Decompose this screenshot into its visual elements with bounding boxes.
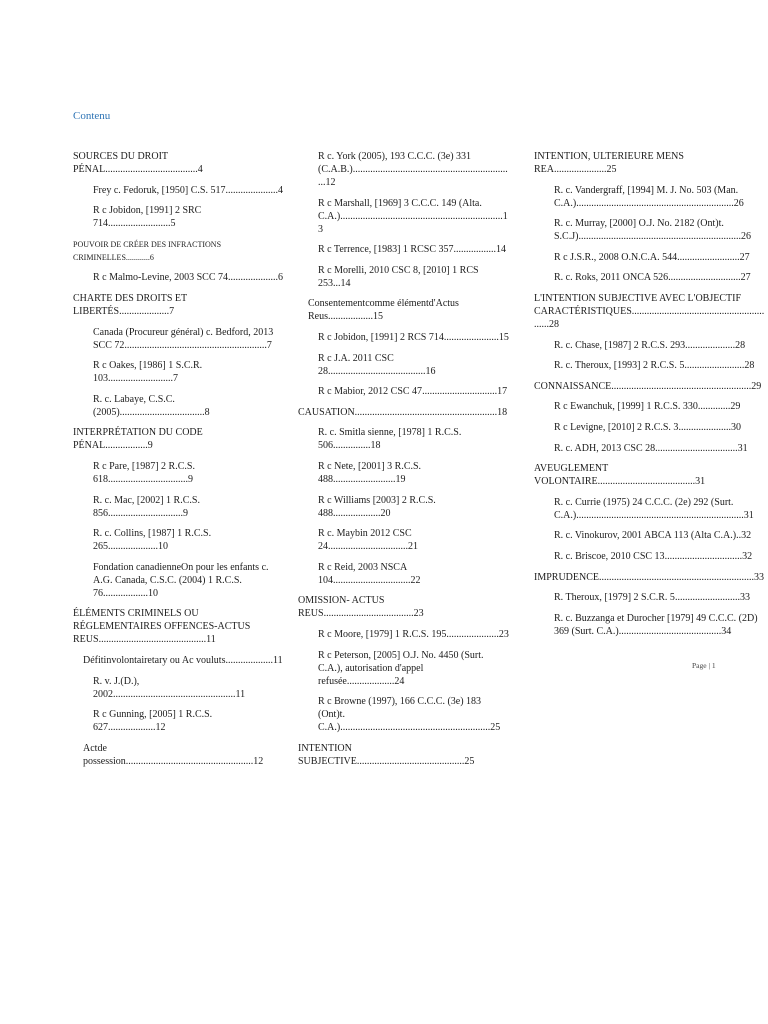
entry-title: R. c. Vandergraff, [1994] M. J. No. 503 (Man. C.A.): [554, 184, 739, 209]
entry-leader: ...................: [333, 507, 381, 519]
entry-title: R c. York (2005), 193 C.C.C. (3e) 331 (C.A.B.): [318, 151, 472, 175]
entry-leader: ....................................: [323, 608, 414, 620]
entry-leader: .......................................: [597, 476, 696, 488]
toc-case-entry[interactable]: [534, 550, 766, 563]
entry-leader: ............: [125, 252, 150, 262]
entry-leader: ...................: [108, 722, 156, 734]
entry-title: R. c. Murray, [2000] O.J. No. 2182 (Ont)t. S.C.J): [554, 218, 724, 243]
entry-leader: ...............................: [664, 550, 743, 562]
toc-case-entry[interactable]: [298, 197, 510, 236]
entry-title: R. c. Currie (1975) 24 C.C.C. (2e) 292 (Surt. C.A.): [554, 496, 734, 521]
entry-page-number: 25: [606, 164, 617, 175]
toc-case-entry[interactable]: [298, 297, 510, 323]
entry-page-number: 15: [373, 311, 383, 323]
entry-page-number: 32: [742, 550, 753, 562]
toc-case-entry[interactable]: [73, 184, 283, 197]
toc-case-entry[interactable]: [534, 184, 766, 210]
entry-leader: .................................: [655, 442, 738, 454]
entry-title: R c Levigne, [2010] 2 R.C.S. 3: [554, 421, 679, 433]
entry-leader: ................................: [108, 473, 188, 485]
entry-leader: ....................: [685, 339, 736, 351]
entry-leader: .................................................: [113, 688, 236, 700]
toc-case-entry[interactable]: [298, 628, 510, 641]
toc-case-entry[interactable]: [298, 561, 510, 587]
entry-title: Consentementcomme élémentd'Actus Reus: [308, 298, 459, 323]
entry-title: R. c. Roks, 2011 ONCA 526: [554, 272, 669, 284]
entry-title: R c Gunning, [2005] 1 R.C.S. 627: [93, 709, 213, 734]
entry-page-number: 10: [158, 541, 168, 553]
entry-leader: .................: [453, 244, 496, 256]
entry-page-number: 12: [155, 722, 166, 734]
entry-page-number: 6: [278, 272, 283, 284]
entry-leader: ...........................................: [356, 755, 465, 767]
toc-section-entry[interactable]: [298, 742, 510, 768]
toc-case-entry[interactable]: [73, 654, 283, 667]
toc-case-entry[interactable]: [298, 385, 510, 398]
entry-leader: ...................: [346, 675, 395, 687]
entry-leader: ....................: [119, 305, 170, 317]
entry-leader: .........................................................: [124, 339, 267, 351]
entry-leader: ...................................................................: [576, 509, 744, 521]
entry-page-number: 22: [410, 574, 421, 586]
entry-title: R c Oakes, [1986] 1 S.C.R. 103: [93, 360, 203, 385]
entry-title: R c Jobidon, [1991] 2 SRC 714: [93, 205, 202, 230]
entry-title: R c. Maybin 2012 CSC 24: [318, 528, 412, 553]
entry-leader: ........................................................: [611, 380, 752, 392]
entry-leader: ..: [736, 530, 742, 542]
entry-page-number: 14: [495, 244, 506, 256]
entry-leader: ............................................................: [340, 722, 491, 734]
entry-title: Canada (Procureur général) c. Bedford, 2013 SCC 72: [93, 326, 274, 351]
entry-page-number: 30: [730, 421, 741, 433]
entry-leader: ................................: [328, 541, 408, 553]
entry-leader: ......................: [443, 331, 499, 343]
entry-title: INTENTION, ULTERIEURE MENS REA: [534, 151, 684, 175]
entry-page-number: 16: [425, 365, 436, 377]
entry-title: R c Marshall, [1969] 3 C.C.C. 149 (Alta. C.A.): [318, 197, 482, 222]
entry-leader: ..................................: [119, 406, 205, 418]
entry-leader: ..................: [103, 587, 148, 599]
entry-title: R. c. Collins, [1987] 1 R.C.S. 265: [93, 528, 212, 553]
entry-title: R c J.S.R., 2008 O.N.C.A. 544: [554, 251, 678, 263]
entry-leader: .....................................: [105, 164, 198, 175]
entry-page-number: 19: [395, 473, 406, 485]
entry-title: R. Theroux, [1979] 2 S.C.R. 5: [554, 592, 675, 604]
entry-leader: .................: [105, 440, 148, 452]
entry-page-number: 11: [235, 688, 246, 700]
entry-page-number: 24: [394, 675, 405, 687]
entry-leader: ...................: [225, 654, 273, 666]
entry-title: R c Reid, 2003 NSCA 104: [318, 561, 407, 586]
entry-leader: ..............................: [108, 507, 183, 519]
entry-page-number: 25: [490, 722, 501, 734]
entry-leader: ...............................................................: [576, 197, 734, 209]
toc-column-2: [298, 150, 510, 775]
entry-leader: .................................................................: [318, 164, 508, 188]
toc-case-entry[interactable]: [73, 359, 283, 385]
toc-case-entry[interactable]: [73, 675, 283, 701]
entry-leader: ..............................: [422, 386, 498, 398]
toc-case-entry[interactable]: [298, 150, 510, 189]
entry-leader: .....................: [446, 628, 499, 640]
toc-case-entry[interactable]: [298, 695, 510, 734]
entry-leader: ....................: [108, 541, 158, 553]
entry-page-number: 21: [408, 541, 418, 553]
toc-heading: Contenu: [73, 110, 111, 122]
entry-title: R. c. Briscoe, 2010 CSC 13: [554, 550, 665, 562]
toc-case-entry[interactable]: [534, 271, 766, 284]
entry-title: SOURCES DU DROIT PÉNAL: [73, 151, 168, 175]
entry-leader: ...............: [333, 440, 371, 452]
entry-page-number: 33: [754, 571, 765, 583]
toc-case-entry[interactable]: [534, 359, 766, 372]
entry-page-number: 11: [206, 634, 216, 646]
entry-title: CHARTE DES DROITS ET LIBERTÉS: [73, 292, 187, 317]
entry-title: R c Williams [2003] 2 R.C.S. 488: [318, 494, 436, 519]
entry-leader: .....................: [554, 164, 607, 175]
toc-case-entry[interactable]: [534, 421, 766, 434]
entry-title: INTENTION SUBJECTIVE: [298, 742, 357, 767]
entry-leader: .....................: [225, 184, 278, 196]
toc-section-entry[interactable]: [73, 238, 283, 264]
entry-leader: ..........................: [674, 592, 740, 604]
toc-case-entry[interactable]: [534, 442, 766, 455]
toc-case-entry[interactable]: [73, 742, 283, 768]
entry-page-number: 28: [744, 360, 755, 372]
toc-section-entry[interactable]: [73, 607, 283, 646]
entry-leader: .........................................................: [354, 406, 498, 418]
entry-title: R c Moore, [1979] 1 R.C.S. 195: [318, 628, 447, 640]
entry-title: Actde possession: [83, 742, 126, 767]
entry-page-number: 28: [549, 318, 559, 330]
toc-case-entry[interactable]: [534, 612, 766, 638]
toc-case-entry[interactable]: [298, 649, 510, 688]
entry-page-number: 34: [721, 625, 732, 637]
entry-leader: .....................: [678, 421, 731, 433]
toc-case-entry[interactable]: [534, 591, 766, 604]
entry-page-number: 8: [204, 406, 210, 418]
entry-title: R. c. Theroux, [1993] 2 R.C.S. 5: [554, 360, 685, 372]
entry-title: R. v. J.(D.), 2002: [93, 675, 140, 700]
entry-page-number: 29: [751, 380, 762, 392]
toc-case-entry[interactable]: [298, 460, 510, 486]
entry-page-number: 17: [497, 386, 508, 398]
toc-case-entry[interactable]: [73, 460, 283, 486]
entry-page-number: 20: [380, 507, 391, 519]
entry-title: R c Browne (1997), 166 C.C.C. (3e) 183 (Ont)t. C.A.): [318, 696, 482, 734]
entry-page-number: 29: [730, 401, 741, 413]
entry-title: R c Jobidon, [1991] 2 RCS 714: [318, 331, 444, 343]
entry-title: R c Terrence, [1983] 1 RCSC 357: [318, 244, 454, 256]
entry-title: R. c. ADH, 2013 CSC 28: [554, 442, 656, 454]
entry-page-number: 10: [148, 587, 158, 599]
entry-page-number: 12: [253, 755, 264, 767]
entry-leader: ...............................: [333, 574, 411, 586]
toc-column-3: [534, 150, 766, 645]
toc-section-entry[interactable]: [534, 380, 766, 393]
toc-section-entry[interactable]: [534, 292, 766, 331]
entry-page-number: 23: [413, 608, 424, 620]
entry-page-number: 7: [266, 339, 272, 351]
entry-leader: .............................: [668, 272, 741, 284]
entry-page-number: 4: [278, 184, 283, 196]
entry-title: R c Nete, [2001] 3 R.C.S. 488: [318, 460, 422, 485]
entry-page-number: 7: [173, 373, 178, 385]
entry-title: L'INTENTION SUBJECTIVE AVEC L'OBJECTIF CARACTÉRISTIQUES: [534, 292, 742, 317]
entry-page-number: 9: [183, 507, 188, 519]
entry-title: R c Pare, [1987] 2 R.C.S. 618: [93, 460, 195, 485]
entry-leader: ....................: [228, 272, 278, 284]
entry-leader: ..................: [328, 311, 373, 323]
toc-case-entry[interactable]: [298, 426, 510, 452]
toc-section-entry[interactable]: [73, 426, 283, 452]
entry-title: R c Morelli, 2010 CSC 8, [2010] 1 RCS 253: [318, 264, 479, 289]
entry-leader: .................................................................: [578, 231, 741, 243]
entry-page-number: 28: [735, 339, 746, 351]
entry-title: Défitinvolontairetary ou Ac vouluts: [83, 654, 226, 666]
entry-leader: ...................................................: [125, 755, 254, 767]
entry-title: R c J.A. 2011 CSC 28: [318, 352, 394, 377]
toc-case-entry[interactable]: [534, 251, 766, 264]
entry-page-number: 9: [188, 473, 193, 485]
entry-title: R. c. Smitla sienne, [1978] 1 R.C.S. 506: [318, 427, 462, 452]
entry-page-number: 26: [740, 231, 751, 243]
entry-leader: ...........................................................: [534, 305, 765, 330]
entry-title: AVEUGLEMENT VOLONTAIRE: [534, 463, 609, 488]
toc-section-entry[interactable]: [73, 292, 283, 318]
entry-title: INTERPRÉTATION DU CODE PÉNAL: [73, 427, 203, 452]
entry-leader: ..........................: [108, 373, 173, 385]
entry-title: CAUSATION: [298, 406, 355, 418]
toc-case-entry[interactable]: [298, 331, 510, 344]
toc-case-entry[interactable]: [534, 400, 766, 413]
entry-page-number: 14: [340, 277, 351, 289]
toc-case-entry[interactable]: [534, 529, 766, 542]
entry-leader: .......................................: [328, 365, 426, 377]
toc-case-entry[interactable]: [73, 708, 283, 734]
entry-leader: .........................: [333, 473, 396, 485]
entry-title: Fondation canadienneOn pour les enfants c. A.G. Canada, C.S.C. (2004) 1 R.C.S. 76: [93, 561, 269, 599]
entry-page-number: 7: [169, 305, 175, 317]
entry-title: R c Peterson, [2005] O.J. No. 4450 (Surt. C.A.), autorisation d'appel refusée: [318, 649, 484, 687]
toc-case-entry[interactable]: [534, 339, 766, 352]
entry-page-number: 6: [149, 252, 154, 262]
entry-page-number: 18: [370, 440, 381, 452]
toc-case-entry[interactable]: [73, 204, 283, 230]
entry-page-number: 32: [741, 530, 752, 542]
entry-leader: ........................: [684, 360, 745, 372]
entry-leader: ...: [333, 277, 341, 289]
toc-section-entry[interactable]: [534, 571, 766, 584]
toc-case-entry[interactable]: [298, 494, 510, 520]
entry-title: IMPRUDENCE: [534, 571, 600, 583]
entry-title: POUVOIR DE CRÉER DES INFRACTIONS CRIMINELLES: [73, 239, 222, 262]
entry-title: R. c. Labaye, C.S.C. (2005): [93, 393, 175, 418]
entry-page-number: 13: [318, 210, 508, 235]
toc-case-entry[interactable]: [298, 527, 510, 553]
entry-leader: .............: [697, 401, 731, 413]
toc-section-entry[interactable]: [534, 462, 766, 488]
entry-page-number: 11: [272, 654, 283, 666]
entry-title: R c Mabior, 2012 CSC 47: [318, 386, 423, 398]
entry-title: Frey c. Fedoruk, [1950] C.S. 517: [93, 184, 226, 196]
toc-case-entry[interactable]: [534, 217, 766, 243]
entry-title: R. c. Chase, [1987] 2 R.C.S. 293: [554, 339, 686, 351]
toc-section-entry[interactable]: [73, 150, 283, 176]
entry-page-number: 27: [739, 251, 750, 263]
entry-title: R. c. Vinokurov, 2001 ABCA 113 (Alta C.A.): [554, 530, 737, 542]
toc-case-entry[interactable]: [73, 494, 283, 520]
entry-leader: ...........................................: [98, 634, 207, 646]
toc-section-entry[interactable]: [298, 594, 510, 620]
toc-case-entry[interactable]: [73, 393, 283, 419]
entry-leader: .................................................................: [340, 210, 503, 222]
toc-case-entry[interactable]: [298, 243, 510, 256]
entry-title: ÉLÉMENTS CRIMINELS OU RÉGLEMENTAIRES OFFENCES-ACTUS REUS: [73, 608, 251, 646]
entry-title: R c Malmo-Levine, 2003 SCC 74: [93, 272, 228, 284]
entry-leader: ..............................................................: [599, 571, 755, 583]
entry-page-number: 18: [497, 406, 508, 418]
entry-page-number: 31: [695, 476, 706, 488]
entry-leader: .........................: [677, 251, 740, 263]
entry-page-number: 23: [498, 628, 509, 640]
toc-case-entry[interactable]: [73, 271, 283, 284]
toc-column-1: [73, 150, 283, 775]
entry-page-number: 25: [464, 755, 475, 767]
entry-title: R. c. Buzzanga et Durocher [1979] 49 C.C.C. (2D) 369 (Surt. C.A.): [554, 612, 758, 637]
entry-leader: .........................................: [618, 625, 722, 637]
toc-case-entry[interactable]: [298, 264, 510, 290]
entry-title: R. c. Mac, [2002] 1 R.C.S. 856: [93, 494, 200, 519]
toc-section-entry[interactable]: [534, 150, 766, 176]
entry-title: CONNAISSANCE: [534, 380, 612, 392]
entry-page-number: 27: [740, 272, 751, 284]
entry-page-number: 31: [743, 509, 754, 521]
toc-case-entry[interactable]: [534, 496, 766, 522]
entry-page-number: 5: [170, 218, 176, 230]
toc-case-entry[interactable]: [298, 352, 510, 378]
toc-case-entry[interactable]: [73, 561, 283, 600]
entry-page-number: 12: [325, 177, 336, 188]
page-footer: Page | 1: [692, 661, 716, 670]
entry-page-number: 31: [737, 442, 748, 454]
entry-leader: .........................: [108, 218, 171, 230]
entry-page-number: 15: [498, 331, 509, 343]
entry-page-number: 9: [147, 440, 153, 452]
entry-title: R c Ewanchuk, [1999] 1 R.C.S. 330: [554, 401, 698, 413]
entry-page-number: 4: [197, 164, 203, 175]
entry-page-number: 33: [739, 592, 750, 604]
entry-page-number: 26: [733, 197, 744, 209]
toc-section-entry[interactable]: [298, 406, 510, 419]
entry-title: OMISSION- ACTUS REUS: [298, 595, 385, 620]
toc-case-entry[interactable]: [73, 326, 283, 352]
toc-case-entry[interactable]: [73, 527, 283, 553]
